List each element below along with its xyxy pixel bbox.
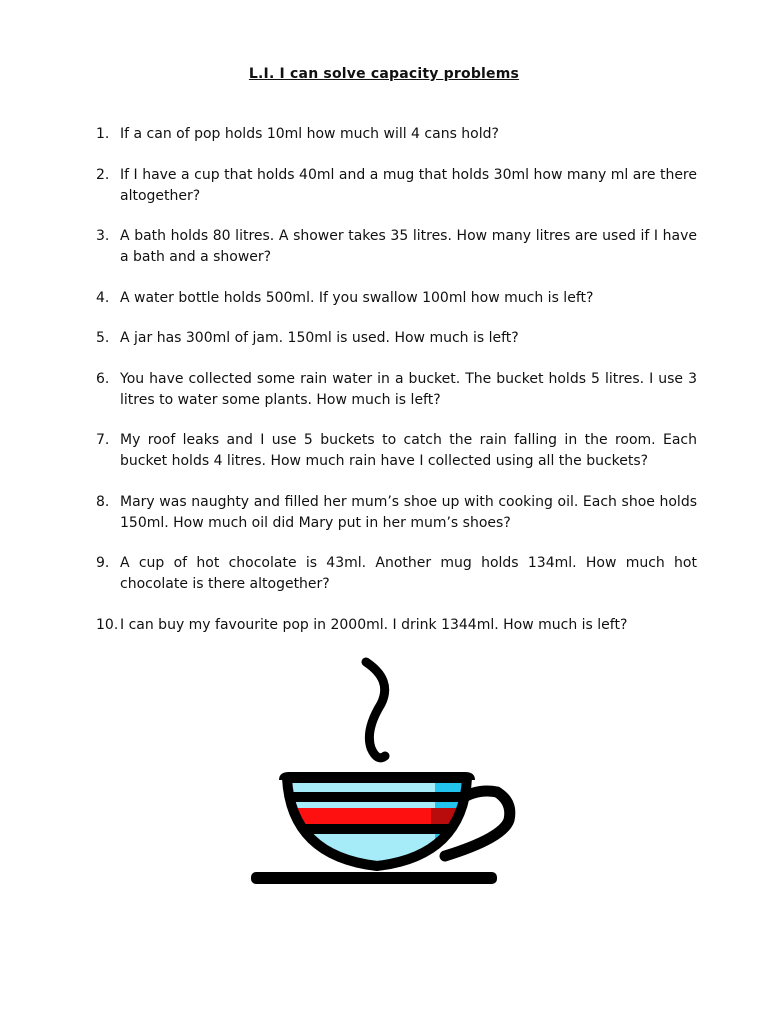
question-number: 6.: [96, 370, 110, 387]
question-number: 10.: [96, 616, 119, 633]
stripe-black-top: [275, 792, 485, 802]
question-item: [96, 369, 697, 411]
question-text: If I have a cup that holds 40ml and a mug that holds 30ml how many ml are there altogether?: [120, 166, 697, 204]
page-title: L.I. I can solve capacity problems: [248, 66, 520, 82]
question-number: 2.: [96, 166, 110, 183]
question-number: 1.: [96, 126, 110, 142]
question-item: [96, 492, 697, 534]
question-item: [96, 165, 697, 207]
question-item: [96, 328, 697, 349]
question-text: A cup of hot chocolate is 43ml. Another mug holds 134ml. How much hot chocolate is there altogether?: [120, 555, 697, 592]
question-item: [96, 553, 697, 595]
question-text: You have collected some rain water in a bucket. The bucket holds 5 litres. I use 3 litres to water some plants. How much is left?: [120, 370, 697, 408]
question-number: 5.: [96, 330, 110, 346]
question-number: 4.: [96, 289, 110, 306]
question-list: [96, 124, 697, 655]
question-text: If a can of pop holds 10ml how much will 4 cans hold?: [120, 126, 499, 142]
question-item: [96, 124, 697, 145]
question-number: 8.: [96, 493, 110, 510]
question-number: 9.: [96, 555, 110, 571]
question-number: 7.: [96, 432, 110, 448]
question-text: Mary was naughty and filled her mum’s shoe up with cooking oil. Each shoe holds 150ml. How much oil did Mary put in her mum’s shoes?: [120, 493, 697, 531]
question-text: I can buy my favourite pop in 2000ml. I drink 1344ml. How much is left?: [120, 616, 628, 633]
question-item: [96, 288, 697, 309]
question-item: [96, 226, 697, 268]
saucer: [251, 872, 497, 884]
question-text: A water bottle holds 500ml. If you swallow 100ml how much is left?: [120, 289, 594, 306]
question-text: My roof leaks and I use 5 buckets to catch the rain falling in the room. Each bucket holds 4 litres. How much rain have I collected using all the buckets?: [120, 432, 697, 469]
steam-icon: [366, 662, 385, 758]
teacup-icon: [245, 652, 525, 892]
question-item: [96, 615, 697, 636]
question-number: 3.: [96, 228, 110, 244]
question-item: [96, 430, 697, 472]
question-text: A jar has 300ml of jam. 150ml is used. How much is left?: [120, 330, 519, 346]
question-text: A bath holds 80 litres. A shower takes 35 litres. How many litres are used if I have a bath and a shower?: [120, 228, 697, 265]
